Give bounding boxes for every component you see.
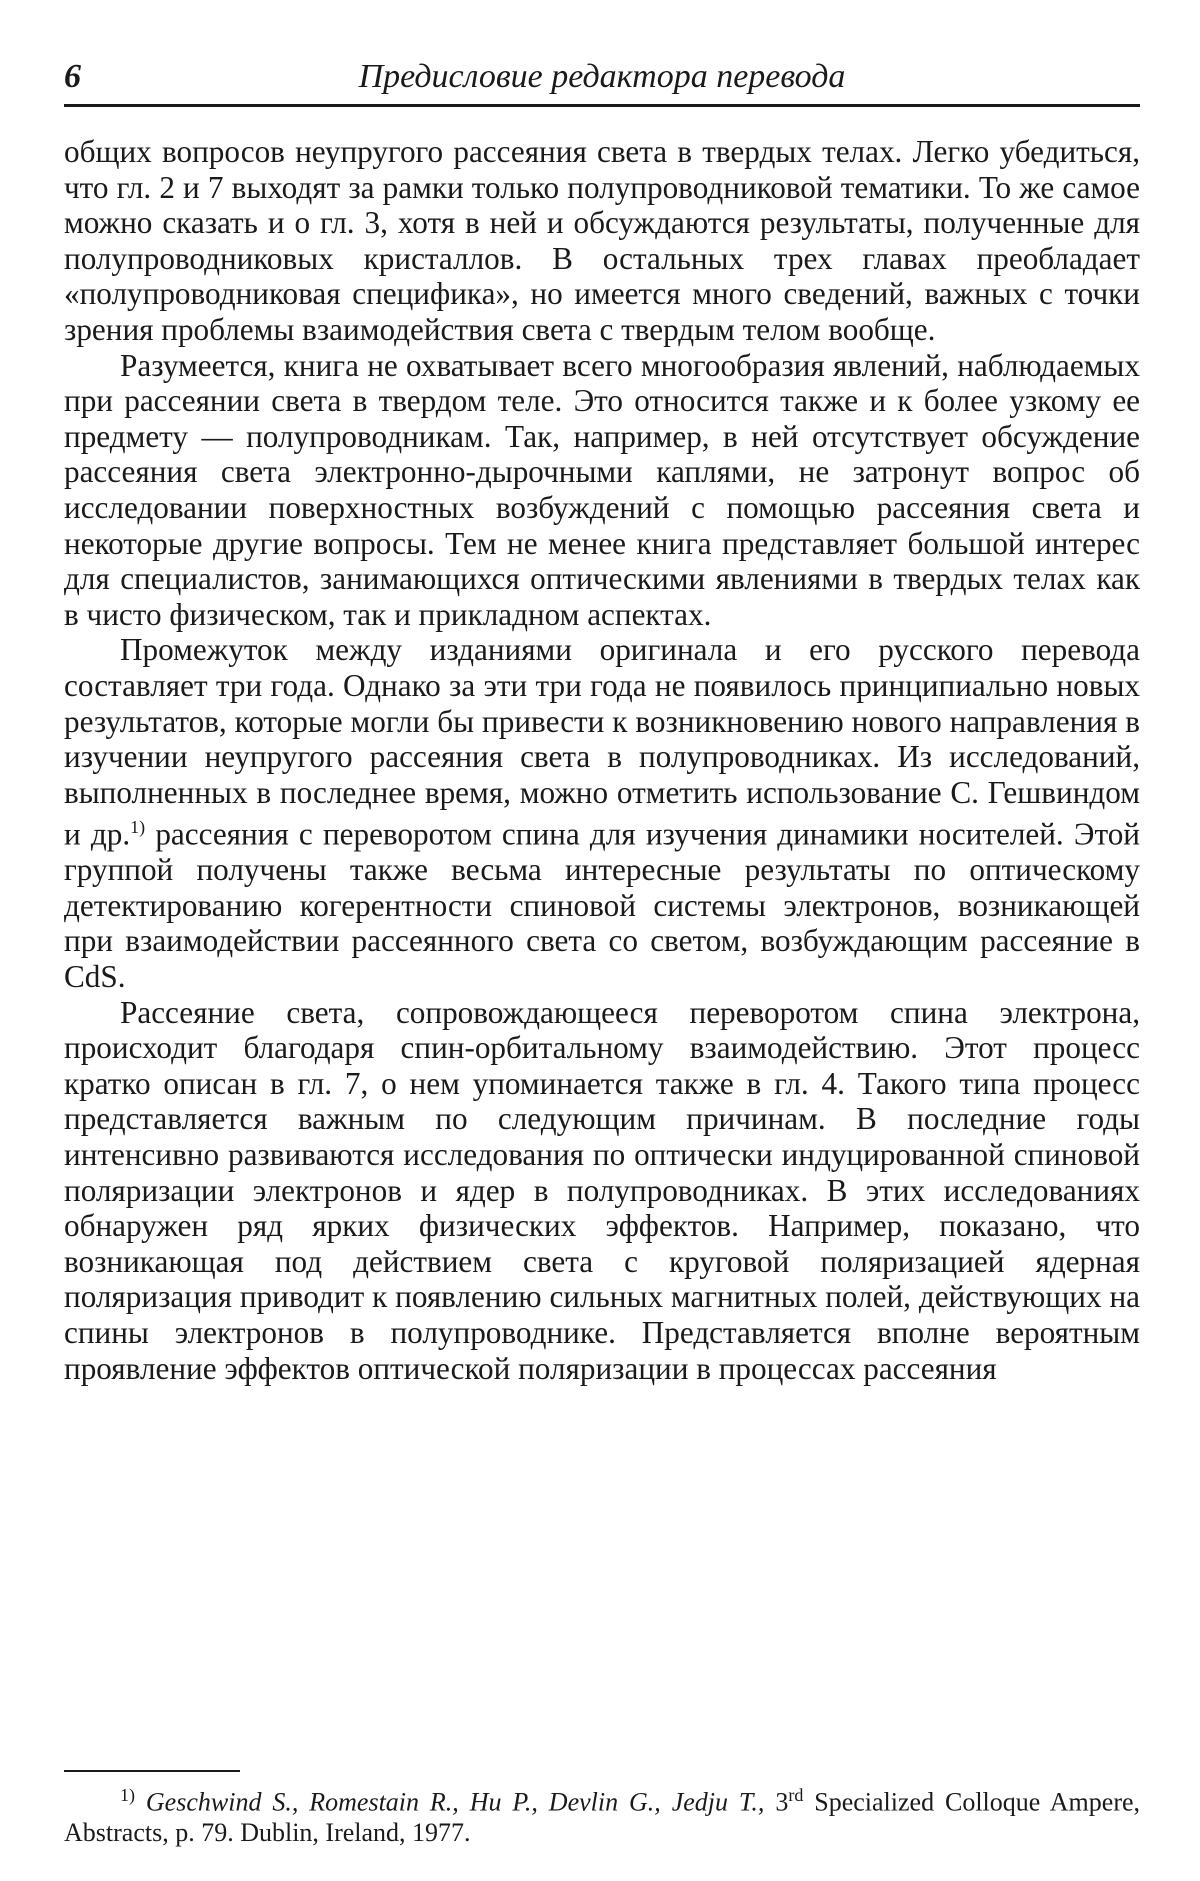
footnote-rule: [64, 1770, 240, 1772]
running-title: Предисловие редактора перевода: [358, 58, 846, 95]
footnote-mark: 1): [120, 1785, 135, 1805]
page-header: [64, 58, 1140, 108]
footnote-reference: 1): [130, 817, 146, 838]
footnote-source: Specialized Colloque Ampere, Abstracts, p. 79. Dublin, Ireland, 1977.: [64, 1787, 1141, 1847]
paragraph-3: [64, 632, 1140, 994]
paragraph-3-text-b: рассеяния с переворотом спина для изучения динамики носителей. Этой группой получены также весьма интересные результаты по оптическому детектированию когерентности спиновой системы электронов, возникающей при взаимодействии рассеянного света со светом, возбуждающим рассеяние в CdS.: [64, 816, 1140, 995]
footnote: [64, 1780, 1140, 1848]
paragraph-1: общих вопросов неупругого рассеяния света в твердых телах. Легко убедиться, что гл. 2 и 7 выходят за рамки только полупроводниковой тематики. То же самое можно сказать и о гл. 3, хотя в ней и обсуждаются результаты, полученные для полупроводниковых кристаллов. В остальных трех главах преобладает «полупроводниковая специфика», но имеется много сведений, важных с точки зрения проблемы взаимодействия света с твердым телом вообще.: [64, 134, 1140, 347]
footnote-ordinal: 3: [775, 1787, 789, 1817]
paragraph-4: Рассеяние света, сопровождающееся переворотом спина электрона, происходит благодаря спин-орбитальному взаимодействию. Этот процесс кратко описан в гл. 7, о нем упоминается также в гл. 4. Такого типа процесс представляется важным по следующим причинам. В последние годы интенсивно развиваются исследования по оптически индуцированной спиновой поляризации электронов и ядер в полупроводниках. В этих исследованиях обнаружен ряд ярких физических эффектов. Например, показано, что возникающая под действием света с круговой поляризацией ядерная поляризация приводит к появлению сильных магнитных полей, действующих на спины электронов в полупроводнике. Представляется вполне вероятным проявление эффектов оптической поляризации в процессах рассеяния: [64, 994, 1140, 1386]
footnote-ordinal-suffix: rd: [788, 1785, 804, 1805]
footnote-authors: Geschwind S., Romestain R., Hu P., Devlin G., Jedju T.,: [145, 1787, 765, 1817]
body-text: [64, 134, 1140, 1386]
paragraph-2: Разумеется, книга не охватывает всего многообразия явлений, наблюдаемых при рассеянии света в твердом теле. Это относится также и к более узкому ее предмету — полупроводникам. Так, например, в ней отсутствует обсуждение рассеяния света электронно-дырочными каплями, не затронут вопрос об исследовании поверхностных возбуждений с помощью рассеяния света и некоторые другие вопросы. Тем не менее книга представляет большой интерес для специалистов, занимающихся оптическими явлениями в твердых телах как в чисто физическом, так и прикладном аспектах.: [64, 347, 1140, 632]
paragraph-3-text-a: Промежуток между изданиями оригинала и его русского перевода составляет три года. Однако за эти три года не появилось принципиально новых результатов, которые могли бы привести к возникновению нового направления в изучении неупругого рассеяния света в полупроводниках. Из исследований, выполненных в последнее время, можно отметить использование С. Гешвиндом и др.: [64, 632, 1140, 852]
header-rule: [64, 104, 1140, 107]
page-number: 6: [64, 58, 81, 95]
